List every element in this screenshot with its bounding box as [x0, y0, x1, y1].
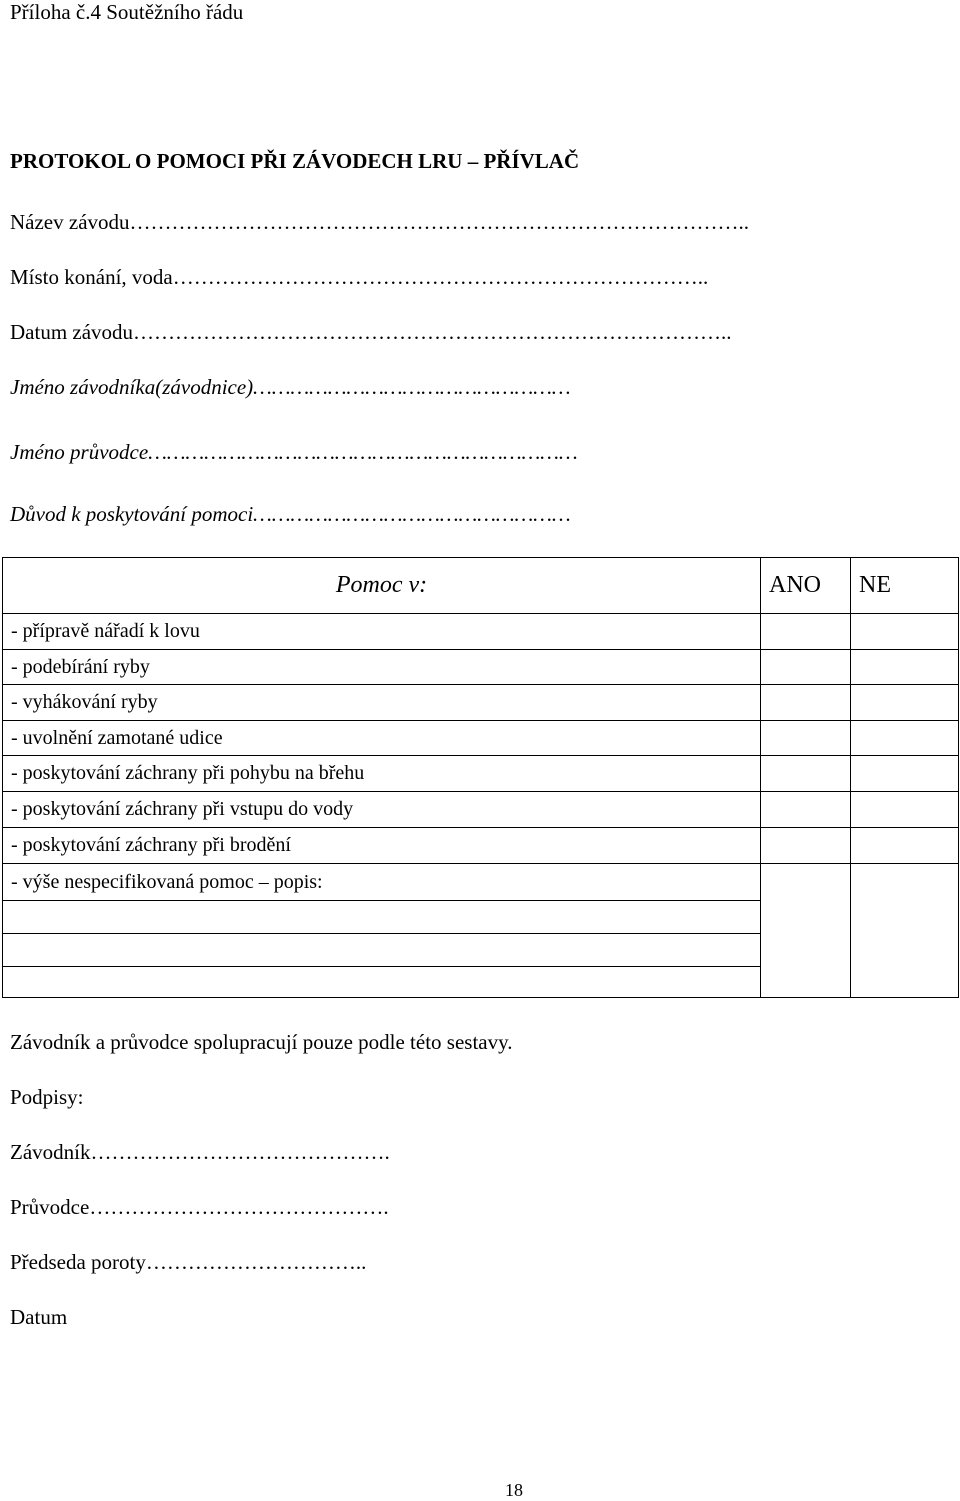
no-checkbox-cell[interactable]: [851, 934, 959, 967]
table-row: [3, 650, 959, 685]
table-row: [3, 967, 959, 998]
help-item-label: - podebírání ryby: [3, 650, 761, 685]
no-checkbox-cell[interactable]: [851, 756, 959, 792]
table-row: [3, 901, 959, 934]
cooperation-statement: Závodník a průvodce spolupracují pouze podle této sestavy.: [10, 1030, 513, 1054]
guide-name-field[interactable]: Jméno průvodce……………………………………………………………: [10, 440, 578, 464]
help-table: [2, 557, 959, 998]
page-number: 18: [505, 1480, 523, 1500]
jury-chair-signature-field[interactable]: Předseda poroty…………………………..: [10, 1250, 367, 1274]
yes-checkbox-cell[interactable]: [761, 756, 851, 792]
table-row: [3, 792, 959, 828]
yes-checkbox-cell[interactable]: [761, 685, 851, 721]
no-checkbox-cell[interactable]: [851, 901, 959, 934]
help-reason-field[interactable]: Důvod k poskytování pomoci……………………………………………: [10, 502, 571, 526]
help-table-header-label: Pomoc v:: [3, 558, 761, 614]
description-line-3[interactable]: [3, 967, 761, 998]
yes-checkbox-cell[interactable]: [761, 864, 851, 901]
yes-checkbox-cell[interactable]: [761, 792, 851, 828]
no-checkbox-cell[interactable]: [851, 864, 959, 901]
no-checkbox-cell[interactable]: [851, 792, 959, 828]
date-field[interactable]: Datum: [10, 1305, 68, 1329]
no-checkbox-cell[interactable]: [851, 614, 959, 650]
appendix-header: Příloha č.4 Soutěžního řádu: [10, 0, 244, 24]
venue-field[interactable]: Místo konání, voda…………………………………………………………………..: [10, 265, 709, 289]
help-item-label: - poskytování záchrany při pohybu na břehu: [3, 756, 761, 792]
no-checkbox-cell[interactable]: [851, 721, 959, 756]
race-date-field[interactable]: Datum závodu…………………………………………………………………………..: [10, 320, 732, 344]
yes-checkbox-cell[interactable]: [761, 967, 851, 998]
help-item-label: - poskytování záchrany při vstupu do vody: [3, 792, 761, 828]
competitor-name-field[interactable]: Jméno závodníka(závodnice)……………………………………………: [10, 375, 571, 399]
help-item-label: - výše nespecifikovaná pomoc – popis:: [3, 864, 761, 901]
help-table-header-row: [3, 558, 959, 614]
description-line-2[interactable]: [3, 934, 761, 967]
yes-checkbox-cell[interactable]: [761, 828, 851, 864]
table-row: [3, 756, 959, 792]
table-row: [3, 934, 959, 967]
guide-signature-field[interactable]: Průvodce…………………………………….: [10, 1195, 389, 1219]
help-item-label: - přípravě nářadí k lovu: [3, 614, 761, 650]
no-checkbox-cell[interactable]: [851, 967, 959, 998]
signatures-label: Podpisy:: [10, 1085, 84, 1109]
column-header-yes: ANO: [761, 558, 851, 614]
no-checkbox-cell[interactable]: [851, 650, 959, 685]
help-item-label: - poskytování záchrany při brodění: [3, 828, 761, 864]
yes-checkbox-cell[interactable]: [761, 650, 851, 685]
race-name-field[interactable]: Název závodu……………………………………………………………………………..: [10, 210, 750, 234]
competitor-signature-field[interactable]: Závodník…………………………………….: [10, 1140, 390, 1164]
table-row: [3, 721, 959, 756]
description-line-1[interactable]: [3, 901, 761, 934]
table-row: [3, 864, 959, 901]
yes-checkbox-cell[interactable]: [761, 934, 851, 967]
table-row: [3, 614, 959, 650]
no-checkbox-cell[interactable]: [851, 685, 959, 721]
no-checkbox-cell[interactable]: [851, 828, 959, 864]
help-item-label: - uvolnění zamotané udice: [3, 721, 761, 756]
yes-checkbox-cell[interactable]: [761, 721, 851, 756]
yes-checkbox-cell[interactable]: [761, 614, 851, 650]
table-row: [3, 685, 959, 721]
document-title: PROTOKOL O POMOCI PŘI ZÁVODECH LRU – PŘÍVLAČ: [10, 149, 580, 173]
table-row: [3, 828, 959, 864]
column-header-no: NE: [851, 558, 959, 614]
yes-checkbox-cell[interactable]: [761, 901, 851, 934]
help-item-label: - vyhákování ryby: [3, 685, 761, 721]
